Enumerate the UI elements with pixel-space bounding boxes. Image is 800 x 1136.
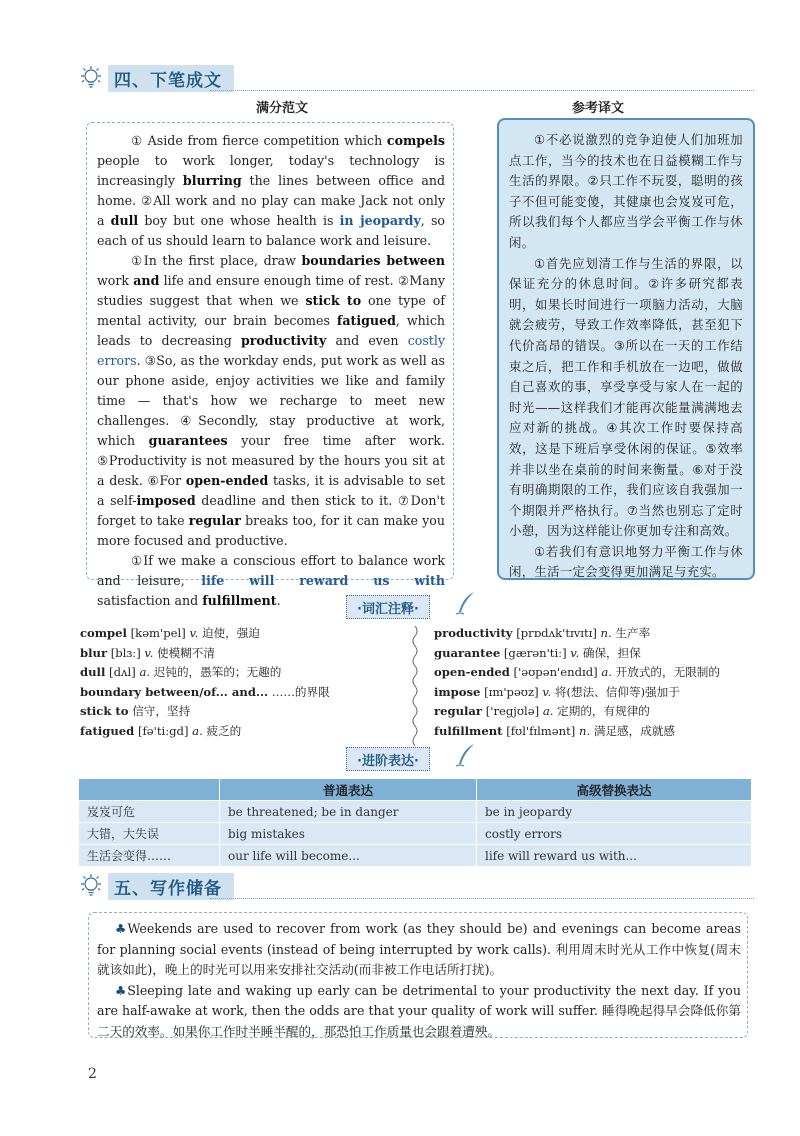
table-cell: 生活会变得…… (79, 845, 220, 867)
section-divider (210, 90, 754, 91)
table-row (79, 845, 752, 867)
table-cell: be in jeopardy (477, 801, 752, 823)
vocab-item: regular ['regjʊlə] a. 定期的，有规律的 (434, 704, 650, 719)
vocab-item: dull [dʌl] a. 迟钝的，愚笨的；无趣的 (80, 665, 282, 680)
essay-paragraph-1: ① Aside from fierce competition which compels people to work longer, today's technology is increasingly blurring the lines between office and home. ②All work and no play can make Jack not only a dull boy but one whose health is in jeopardy, so each of us should learn to balance work and leisure. (97, 133, 446, 248)
model-essay-heading: 满分范文 (256, 101, 309, 116)
column-divider (410, 626, 420, 746)
table-cell: costly errors (477, 823, 752, 845)
lightbulb-icon (78, 873, 104, 899)
advanced-badge: ·进阶表达· (346, 747, 430, 771)
translation-paragraph-2: ①首先应划清工作与生活的界限，以保证充分的休息时间。②许多研究都表明，如果长时间进行一项脑力活动，大脑就会疲劳，导致工作效率降低，甚至犯下代价高昂的错误。③所以在一天的工作结束之后，把工作和手机放在一边吧，做做自己喜欢的事，享受享受与家人在一起的时光——这样我们才能再次能量满满地去应对新的挑战。④其次工作时要保持高效，这是下班后享受休闲的保证。⑤效率并非以坐在桌前的时间来衡量。⑥对于没有明确期限的工作，我们应该自我强加一个期限并严格执行。⑦当然也别忘了定时小憩，因为这样能让你更加专注和高效。 (509, 255, 743, 539)
page-number: 2 (88, 1066, 97, 1082)
vocab-item: stick to 信守，坚持 (80, 704, 191, 719)
model-essay-box (86, 122, 454, 608)
vocab-list-left (80, 624, 400, 742)
table-row (79, 823, 752, 845)
table-cell: 大错，大失误 (79, 823, 220, 845)
quill-icon (454, 742, 478, 768)
vocab-list-right (434, 624, 764, 742)
translation-paragraph-1: ①不必说激烈的竞争迫使人们加班加点工作，当今的技术也在日益模糊工作与生活的界限。②只工作不玩耍，聪明的孩子不但可能变傻，其健康也会岌岌可危，所以我们每个人都应当学会平衡工作与休闲。 (509, 132, 743, 250)
vocab-item: fulfillment [fʊl'fɪlmənt] n. 满足感，成就感 (434, 723, 676, 738)
table-header: 普通表达 (220, 779, 477, 801)
vocab-item: impose [ɪm'pəʊz] v. 将(想法、信仰等)强加于 (434, 684, 680, 699)
vocab-item: compel [kəm'pel] v. 迫使，强迫 (80, 626, 260, 640)
writing-reserve-box (88, 912, 748, 1038)
expressions-table (78, 778, 752, 867)
translation-box (497, 118, 755, 580)
table-cell: our life will become... (220, 845, 477, 867)
essay-paragraph-3: ①If we make a conscious effort to balance work and leisure, life will reward us with satisfaction and fulfillment. (97, 553, 445, 608)
table-cell: life will reward us with... (477, 845, 752, 867)
reserve-sentence-1: ♣Weekends are used to recover from work (as they should be) and evenings can become areas for planning social events (instead of being interrupted by work calls). 利用周末时光从工作中恢复(周末就该如此)，晚上的时光可以用来安排社交活动(而非被工作电话所打扰)。 (97, 921, 741, 977)
lightbulb-icon (78, 65, 104, 91)
section-title: 五、写作储备 (108, 873, 234, 900)
vocab-item: fatigued [fə'tiːgd] a. 疲乏的 (80, 723, 242, 738)
vocab-badge: ·词汇注释· (346, 595, 430, 619)
club-icon: ♣ (115, 921, 128, 936)
vocab-item: open-ended ['əʊpən'endɪd] a. 开放式的，无限制的 (434, 665, 720, 680)
section-header-5 (78, 872, 234, 900)
table-cell: big mistakes (220, 823, 477, 845)
table-header (79, 779, 220, 801)
section-title: 四、下笔成文 (108, 65, 234, 92)
table-row (79, 801, 752, 823)
vocab-item: productivity [prɒdʌk'tɪvɪtɪ] n. 生产率 (434, 626, 651, 640)
table-header-row (79, 779, 752, 801)
essay-paragraph-2: ①In the first place, draw boundaries between work and life and ensure enough time of rest. ②Many studies suggest that when we stick to one type of mental activity, our brain becomes fatigued, which leads to decreasing productivity and even costly errors. ③So, as the workday ends, put work as well as our phone aside, enjoy activities we like and family time — that's how we recharge to meet new challenges. ④Secondly, stay productive at work, which guarantees your free time after work. ⑤Productivity is not measured by the hours you sit at a desk. ⑥For open-ended tasks, it is advisable to set a self-imposed deadline and then stick to it. ⑦Don't forget to take regular breaks too, for it can make you more focused and productive. (97, 253, 446, 548)
vocab-item: boundary between/of... and... ……的界限 (80, 684, 330, 699)
table-cell: be threatened; be in danger (220, 801, 477, 823)
table-header: 高级替换表达 (477, 779, 752, 801)
section-divider (210, 898, 754, 899)
club-icon: ♣ (115, 982, 128, 998)
section-header-4 (78, 64, 234, 92)
translation-heading: 参考译文 (572, 101, 625, 116)
vocab-item: blur [blɜː] v. 使模糊不清 (80, 645, 215, 660)
vocab-item: guarantee [gærən'tiː] v. 确保，担保 (434, 645, 641, 660)
quill-icon (454, 590, 478, 616)
table-cell: 岌岌可危 (79, 801, 220, 823)
translation-paragraph-3: ①若我们有意识地努力平衡工作与休闲，生活一定会变得更加满足与充实。 (509, 543, 743, 580)
reserve-sentence-2: ♣Sleeping late and waking up early can be detrimental to your productivity the next day. If you are half-awake at work, then the odds are that your quality of work will suffer. 睡得晚起得早会降低你第二天的效率。如果你工作时半睡半醒的，那恐怕工作质量也会跟着遭殃。 (97, 982, 741, 1039)
